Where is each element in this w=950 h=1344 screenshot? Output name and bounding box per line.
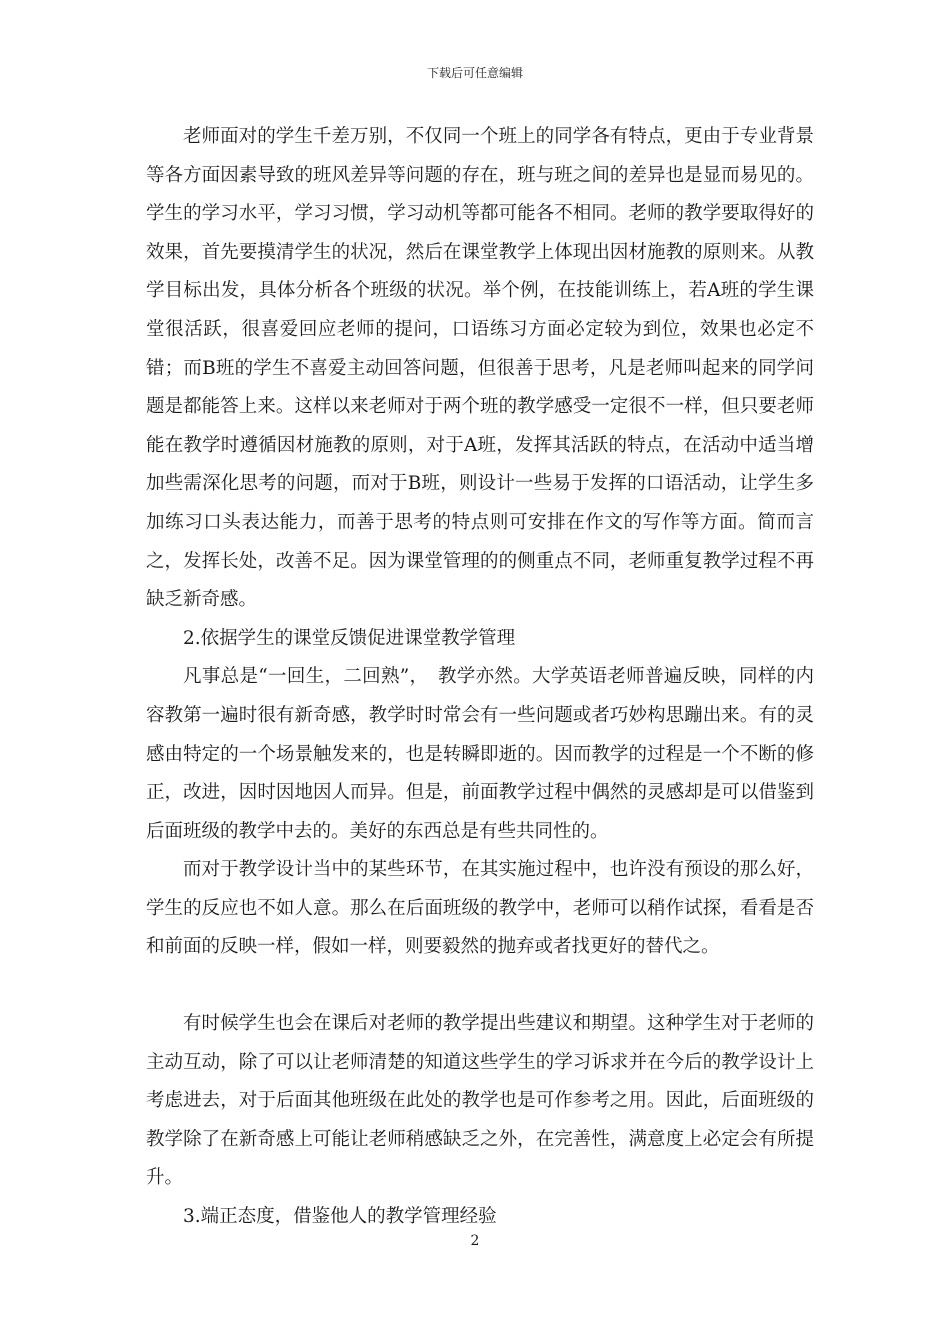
paragraph-first-time-second-time: 凡事总是“一回生，二回熟”， 教学亦然。大学英语老师普遍反映，同样的内容教第一遍时很有新奇感，教学时时常会有一些问题或者巧妙构思蹦出来。有的灵感由特定的一个场景触发来的，也是转瞬即逝的。因而教学的过程是一个不断的修正，改进，因时因地因人而异。但是，前面教学过程中偶然的灵感却是可以借鉴到后面班级的教学中去的。美好的东西总是有些共同性的。 bbox=[146, 666, 814, 842]
page-number: 2 bbox=[470, 1233, 480, 1249]
section-heading-3: 3.端正态度，借鉴他人的教学管理经验 bbox=[183, 1206, 497, 1228]
page-header: 下载后可任意编辑 bbox=[426, 66, 523, 80]
paragraph-design-adjustments: 而对于教学设计当中的某些环节，在其实施过程中，也许没有预设的那么好，学生的反应也不如人意。那么在后面班级的教学中，老师可以稍作试探，看看是否和前面的反映一样，假如一样，则要毅然的抛弃或者找更好的替代之。 bbox=[146, 859, 814, 958]
paragraph-student-suggestions: 有时候学生也会在课后对老师的教学提出些建议和期望。这种学生对于老师的主动互动，除了可以让老师清楚的知道这些学生的学习诉求并在今后的教学设计上考虑进去，对于后面其他班级在此处的教学也是可作参考之用。因此，后面班级的教学除了在新奇感上可能让老师稍感缺乏之外，在完善性，满意度上必定会有所提升。 bbox=[146, 1013, 814, 1189]
section-heading-2: 2.依据学生的课堂反馈促进课堂教学管理 bbox=[183, 627, 516, 649]
paragraph-class-differences: 老师面对的学生千差万别，不仅同一个班上的同学各有特点，更由于专业背景等各方面因素导致的班风差异等问题的存在，班与班之间的差异也是显而易见的。学生的学习水平，学习习惯，学习动机等都可能各不相同。老师的教学要取得好的效果，首先要摸清学生的状况，然后在课堂教学上体现出因材施教的原则来。从教学目标出发，具体分析各个班级的状况。举个例，在技能训练上，若A班的学生课堂很活跃，很喜爱回应老师的提问，口语练习方面必定较为到位，效果也必定不错；而B班的学生不喜爱主动回答问题，但很善于思考，凡是老师叫起来的同学问题是都能答上来。这样以来老师对于两个班的教学感受一定很不一样，但只要老师能在教学时遵循因材施教的原则，对于A班，发挥其活跃的特点，在活动中适当增加些需深化思考的问题，而对于B班，则设计一些易于发挥的口语活动，让学生多加练习口头表达能力，而善于思考的特点则可安排在作文的写作等方面。简而言之，发挥长处，改善不足。因为课堂管理的的侧重点不同，老师重复教学过程不再缺乏新奇感。 bbox=[146, 126, 814, 611]
paragraph-gap bbox=[146, 967, 814, 1005]
document-body bbox=[146, 118, 814, 1237]
